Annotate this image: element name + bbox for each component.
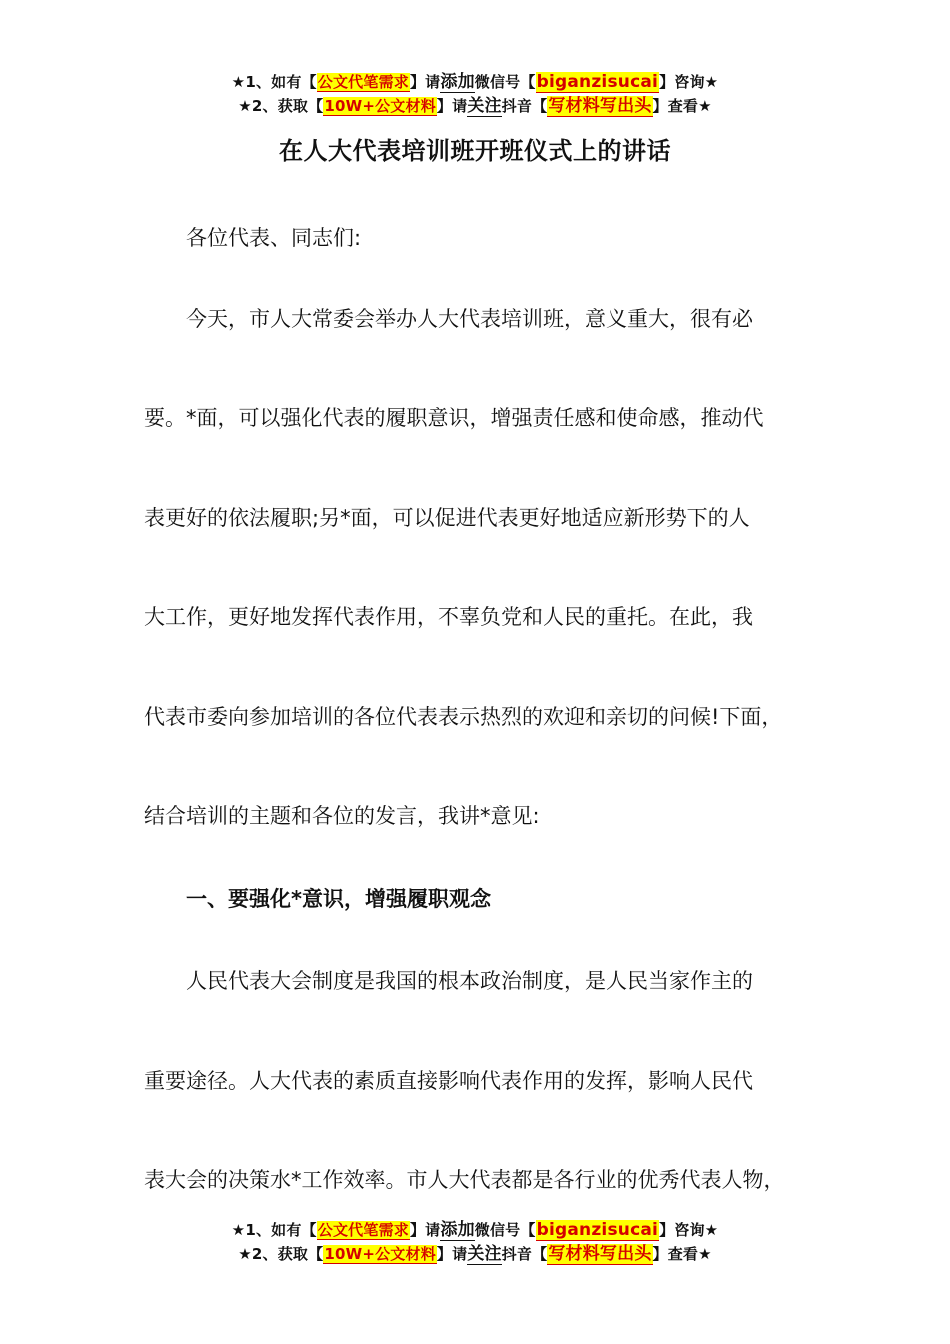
banner-text: 】请: [436, 1245, 468, 1263]
banner-text: 】请: [436, 97, 468, 115]
document-title: 在人大代表培训班开班仪式上的讲话: [279, 137, 671, 165]
top-banner: [0, 70, 950, 118]
body-line: 代表市委向参加培训的各位代表表示热烈的欢迎和亲切的问候!下面，: [144, 705, 783, 729]
body-line: 大工作，更好地发挥代表作用，不辜负党和人民的重托。在此，我: [144, 605, 753, 629]
body-line: 今天，市人大常委会举办人大代表培训班，意义重大，很有必: [186, 307, 753, 331]
body-line: 重要途径。人大代表的素质直接影响代表作用的发挥，影响人民代: [144, 1069, 753, 1093]
banner-text: 微信号【: [474, 73, 536, 91]
body-line: 结合培训的主题和各位的发言，我讲*意见:: [144, 804, 540, 828]
banner-highlight: 10W+公文材料: [324, 1245, 436, 1263]
banner-highlight: 公文代笔需求: [317, 1221, 409, 1239]
banner-highlight: biganzisucai: [536, 1220, 659, 1240]
body-line: 要。*面，可以强化代表的履职意识，增强责任感和使命感，推动代: [144, 406, 764, 430]
body-line: 表大会的决策水*工作效率。市人大代表都是各行业的优秀代表人物，: [144, 1168, 785, 1192]
banner-text: 】请: [409, 1221, 441, 1239]
banner-underlined: 添加: [440, 1220, 475, 1240]
banner-text: 】查看★: [652, 1245, 712, 1263]
banner-text: 抖音【: [501, 1245, 548, 1263]
banner-underlined: 关注: [467, 96, 502, 116]
banner-highlight: 写材料写出头: [548, 96, 652, 116]
banner-underlined: 添加: [440, 72, 475, 92]
banner-text: 抖音【: [501, 97, 548, 115]
banner-text: 】咨询★: [659, 1221, 719, 1239]
banner-line-2: [0, 94, 950, 118]
banner-text: 】咨询★: [659, 73, 719, 91]
banner-highlight: biganzisucai: [536, 72, 659, 92]
banner-line-1: [0, 70, 950, 94]
body-line: 表更好的依法履职;另*面，可以促进代表更好地适应新形势下的人: [144, 506, 750, 530]
body-line: 人民代表大会制度是我国的根本政治制度，是人民当家作主的: [186, 969, 753, 993]
banner-text: ★1、如有【: [231, 1221, 317, 1239]
section-heading: 一、要强化*意识，增强履职观念: [186, 887, 491, 911]
banner-text: 】请: [409, 73, 441, 91]
banner-text: ★1、如有【: [231, 73, 317, 91]
banner-text: 】查看★: [652, 97, 712, 115]
banner-line-2: [0, 1242, 950, 1266]
banner-highlight: 公文代笔需求: [317, 73, 409, 91]
banner-highlight: 10W+公文材料: [324, 97, 436, 115]
banner-underlined: 关注: [467, 1244, 502, 1264]
banner-text: 微信号【: [474, 1221, 536, 1239]
bottom-banner: [0, 1218, 950, 1266]
banner-line-1: [0, 1218, 950, 1242]
banner-text: ★2、获取【: [238, 97, 324, 115]
banner-text: ★2、获取【: [238, 1245, 324, 1263]
banner-highlight: 写材料写出头: [548, 1244, 652, 1264]
salutation: 各位代表、同志们:: [186, 226, 362, 250]
